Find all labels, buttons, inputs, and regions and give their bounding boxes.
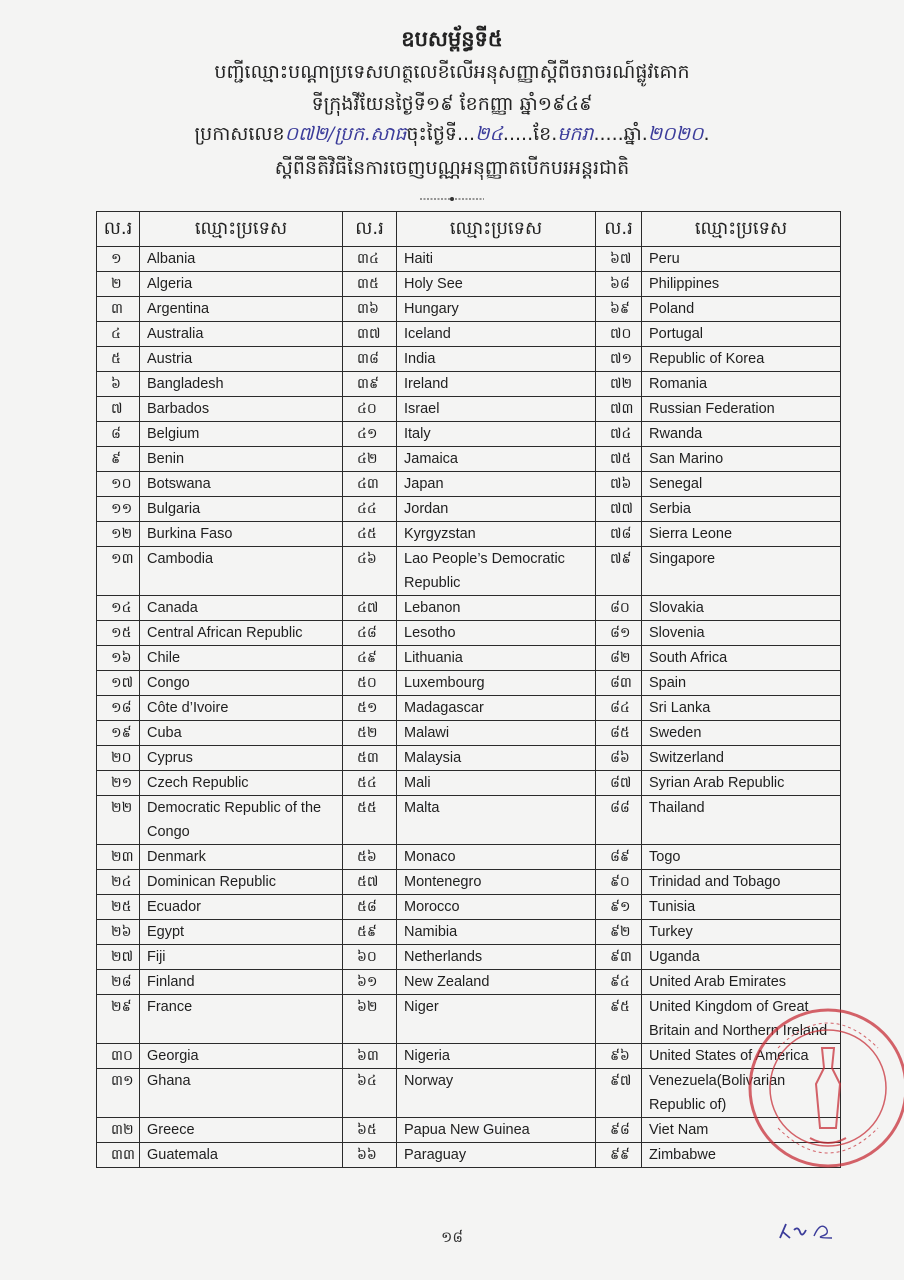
- row-number-cell: ៥១: [343, 696, 397, 721]
- country-name-cell: Bangladesh: [140, 372, 343, 397]
- country-name-cell: United Kingdom of Great Britain and Northern Ireland: [642, 995, 841, 1044]
- row-number-cell: ៧៦: [596, 472, 642, 497]
- row-number-cell: ៦៣: [343, 1044, 397, 1069]
- country-name-cell: Spain: [642, 671, 841, 696]
- table-row: [97, 1069, 841, 1118]
- country-name-cell: Netherlands: [397, 945, 596, 970]
- row-number-cell: ៧: [97, 397, 140, 422]
- row-number-cell: ៣២: [97, 1118, 140, 1143]
- table-row: [97, 796, 841, 845]
- country-name-cell: Malawi: [397, 721, 596, 746]
- country-name-cell: Malaysia: [397, 746, 596, 771]
- prakas-subject: ស្តីពីនីតិវិធីនៃការចេញបណ្ណអនុញ្ញាតបើកបរអន្តរជាតិ: [274, 157, 630, 179]
- row-number-cell: ៩៩: [596, 1143, 642, 1168]
- country-name-cell: Mali: [397, 771, 596, 796]
- row-number-cell: ៩៧: [596, 1069, 642, 1118]
- country-name-cell: Tunisia: [642, 895, 841, 920]
- country-name-cell: Greece: [140, 1118, 343, 1143]
- row-number-cell: ៤: [97, 322, 140, 347]
- table-row: [97, 646, 841, 671]
- country-name-cell: Turkey: [642, 920, 841, 945]
- country-name-cell: Dominican Republic: [140, 870, 343, 895]
- row-number-cell: ២: [97, 272, 140, 297]
- list-title: បញ្ជីឈ្មោះបណ្តាប្រទេសហត្ថលេខីលើអនុសញ្ញាស្តីពីចរាចរណ៍ផ្លូវគោក: [214, 61, 690, 83]
- row-number-cell: ៣៧: [343, 322, 397, 347]
- row-number-cell: ៨៥: [596, 721, 642, 746]
- table-row: [97, 970, 841, 995]
- country-name-cell: Romania: [642, 372, 841, 397]
- country-name-cell: Russian Federation: [642, 397, 841, 422]
- country-name-cell: Jamaica: [397, 447, 596, 472]
- country-name-cell: Finland: [140, 970, 343, 995]
- country-name-cell: Thailand: [642, 796, 841, 845]
- country-name-cell: Bulgaria: [140, 497, 343, 522]
- country-name-cell: Chile: [140, 646, 343, 671]
- prakas-label: ប្រកាសលេខ: [194, 123, 285, 145]
- country-name-cell: Slovakia: [642, 596, 841, 621]
- row-number-cell: ៦៨: [596, 272, 642, 297]
- country-name-cell: South Africa: [642, 646, 841, 671]
- column-header-country: ឈ្មោះប្រទេស: [642, 212, 841, 247]
- row-number-cell: ២០: [97, 746, 140, 771]
- row-number-cell: ៨៦: [596, 746, 642, 771]
- row-number-cell: ៦៤: [343, 1069, 397, 1118]
- table-row: [97, 447, 841, 472]
- row-number-cell: ៤៦: [343, 547, 397, 596]
- row-number-cell: ៧៩: [596, 547, 642, 596]
- row-number-cell: ៩៨: [596, 1118, 642, 1143]
- country-name-cell: Poland: [642, 297, 841, 322]
- country-name-cell: Argentina: [140, 297, 343, 322]
- country-name-cell: Kyrgyzstan: [397, 522, 596, 547]
- row-number-cell: ៨៩: [596, 845, 642, 870]
- country-name-cell: Algeria: [140, 272, 343, 297]
- row-number-cell: ៨៤: [596, 696, 642, 721]
- row-number-cell: ១៤: [97, 596, 140, 621]
- row-number-cell: ៨១: [596, 621, 642, 646]
- row-number-cell: ១៦: [97, 646, 140, 671]
- row-number-cell: ៧០: [596, 322, 642, 347]
- country-name-cell: Denmark: [140, 845, 343, 870]
- country-name-cell: Zimbabwe: [642, 1143, 841, 1168]
- table-header-row: [97, 212, 841, 247]
- row-number-cell: ៥៧: [343, 870, 397, 895]
- table-row: [97, 721, 841, 746]
- table-row: [97, 272, 841, 297]
- country-name-cell: United Arab Emirates: [642, 970, 841, 995]
- country-name-cell: Canada: [140, 596, 343, 621]
- country-name-cell: Sweden: [642, 721, 841, 746]
- row-number-cell: ២៩: [97, 995, 140, 1044]
- table-row: [97, 696, 841, 721]
- country-name-cell: Sierra Leone: [642, 522, 841, 547]
- country-name-cell: France: [140, 995, 343, 1044]
- table-row: [97, 945, 841, 970]
- row-number-cell: ៤៥: [343, 522, 397, 547]
- country-name-cell: Lebanon: [397, 596, 596, 621]
- row-number-cell: ៩០: [596, 870, 642, 895]
- row-number-cell: ៧៣: [596, 397, 642, 422]
- column-header-country: ឈ្មោះប្រទេស: [140, 212, 343, 247]
- countries-table: [96, 211, 841, 1168]
- row-number-cell: ៩៦: [596, 1044, 642, 1069]
- country-name-cell: Senegal: [642, 472, 841, 497]
- country-name-cell: Republic of Korea: [642, 347, 841, 372]
- country-name-cell: Belgium: [140, 422, 343, 447]
- country-name-cell: Haiti: [397, 247, 596, 272]
- row-number-cell: ៣៥: [343, 272, 397, 297]
- country-name-cell: Morocco: [397, 895, 596, 920]
- row-number-cell: ៨២: [596, 646, 642, 671]
- table-row: [97, 1044, 841, 1069]
- country-name-cell: India: [397, 347, 596, 372]
- row-number-cell: ២៨: [97, 970, 140, 995]
- country-name-cell: Syrian Arab Republic: [642, 771, 841, 796]
- row-number-cell: ៥៨: [343, 895, 397, 920]
- country-name-cell: Madagascar: [397, 696, 596, 721]
- row-number-cell: ២៥: [97, 895, 140, 920]
- country-name-cell: Cyprus: [140, 746, 343, 771]
- row-number-cell: ២៧: [97, 945, 140, 970]
- column-header-no: ល.រ: [596, 212, 642, 247]
- row-number-cell: ៧១: [596, 347, 642, 372]
- country-name-cell: New Zealand: [397, 970, 596, 995]
- convention-date: ទីក្រុងវីយែនថ្ងៃទី១៩ ខែកញ្ញា ឆ្នាំ១៩៤៩: [311, 93, 593, 115]
- row-number-cell: ៨៣: [596, 671, 642, 696]
- table-row: [97, 995, 841, 1044]
- table-row: [97, 621, 841, 646]
- table-row: [97, 547, 841, 596]
- country-name-cell: United States of America: [642, 1044, 841, 1069]
- row-number-cell: ៨: [97, 422, 140, 447]
- row-number-cell: ៦៦: [343, 1143, 397, 1168]
- country-name-cell: Czech Republic: [140, 771, 343, 796]
- column-header-no: ល.រ: [343, 212, 397, 247]
- row-number-cell: ២៣: [97, 845, 140, 870]
- table-row: [97, 1143, 841, 1168]
- country-name-cell: Namibia: [397, 920, 596, 945]
- row-number-cell: ៥: [97, 347, 140, 372]
- country-name-cell: Peru: [642, 247, 841, 272]
- country-name-cell: Australia: [140, 322, 343, 347]
- row-number-cell: ៩២: [596, 920, 642, 945]
- row-number-cell: ៣៦: [343, 297, 397, 322]
- row-number-cell: ៣៨: [343, 347, 397, 372]
- country-name-cell: Italy: [397, 422, 596, 447]
- table-row: [97, 746, 841, 771]
- month-label: ខែ: [533, 123, 552, 145]
- table-row: [97, 397, 841, 422]
- table-row: [97, 870, 841, 895]
- table-row: [97, 247, 841, 272]
- country-name-cell: Ecuador: [140, 895, 343, 920]
- row-number-cell: ៥៣: [343, 746, 397, 771]
- row-number-cell: ៣០: [97, 1044, 140, 1069]
- row-number-cell: ៤៨: [343, 621, 397, 646]
- column-header-country: ឈ្មោះប្រទេស: [397, 212, 596, 247]
- country-name-cell: Philippines: [642, 272, 841, 297]
- country-name-cell: Togo: [642, 845, 841, 870]
- row-number-cell: ៨៨: [596, 796, 642, 845]
- country-name-cell: Austria: [140, 347, 343, 372]
- table-row: [97, 422, 841, 447]
- row-number-cell: ៩៤: [596, 970, 642, 995]
- row-number-cell: ១៣: [97, 547, 140, 596]
- country-name-cell: Monaco: [397, 845, 596, 870]
- row-number-cell: ១៩: [97, 721, 140, 746]
- country-name-cell: Jordan: [397, 497, 596, 522]
- table-row: [97, 1118, 841, 1143]
- prakas-year: ២០២០: [647, 123, 704, 145]
- row-number-cell: ៩: [97, 447, 140, 472]
- country-name-cell: Holy See: [397, 272, 596, 297]
- country-name-cell: Ireland: [397, 372, 596, 397]
- country-name-cell: Fiji: [140, 945, 343, 970]
- row-number-cell: ៧២: [596, 372, 642, 397]
- row-number-cell: ១: [97, 247, 140, 272]
- country-name-cell: Cambodia: [140, 547, 343, 596]
- row-number-cell: ១១: [97, 497, 140, 522]
- country-name-cell: Viet Nam: [642, 1118, 841, 1143]
- country-name-cell: Venezuela(Bolivarian Republic of): [642, 1069, 841, 1118]
- country-name-cell: Sri Lanka: [642, 696, 841, 721]
- day-label: ចុះថ្ងៃទី: [406, 123, 457, 145]
- table-row: [97, 297, 841, 322]
- prakas-number: ០៧២/ប្រក.សាធ: [284, 123, 407, 145]
- country-name-cell: Singapore: [642, 547, 841, 596]
- country-name-cell: San Marino: [642, 447, 841, 472]
- country-name-cell: Uganda: [642, 945, 841, 970]
- country-name-cell: Albania: [140, 247, 343, 272]
- table-row: [97, 771, 841, 796]
- row-number-cell: ៤១: [343, 422, 397, 447]
- row-number-cell: ១៨: [97, 696, 140, 721]
- row-number-cell: ៥៦: [343, 845, 397, 870]
- country-name-cell: Botswana: [140, 472, 343, 497]
- row-number-cell: ៤៤: [343, 497, 397, 522]
- row-number-cell: ២៦: [97, 920, 140, 945]
- table-row: [97, 920, 841, 945]
- country-name-cell: Benin: [140, 447, 343, 472]
- row-number-cell: ៧៧: [596, 497, 642, 522]
- row-number-cell: ៣៤: [343, 247, 397, 272]
- row-number-cell: ៧៤: [596, 422, 642, 447]
- country-name-cell: Burkina Faso: [140, 522, 343, 547]
- country-name-cell: Barbados: [140, 397, 343, 422]
- table-row: [97, 845, 841, 870]
- page-number: ១៨: [441, 1228, 463, 1246]
- column-header-no: ល.រ: [97, 212, 140, 247]
- row-number-cell: ១៥: [97, 621, 140, 646]
- country-name-cell: Luxembourg: [397, 671, 596, 696]
- row-number-cell: ៤០: [343, 397, 397, 422]
- country-name-cell: Serbia: [642, 497, 841, 522]
- row-number-cell: ៥៤: [343, 771, 397, 796]
- prakas-month: មករា: [557, 123, 594, 145]
- handwritten-initials: [776, 1216, 836, 1246]
- table-body: [97, 247, 841, 1168]
- row-number-cell: ៤២: [343, 447, 397, 472]
- country-name-cell: Egypt: [140, 920, 343, 945]
- row-number-cell: ៣: [97, 297, 140, 322]
- row-number-cell: ៣១: [97, 1069, 140, 1118]
- country-name-cell: Israel: [397, 397, 596, 422]
- row-number-cell: ៦៥: [343, 1118, 397, 1143]
- row-number-cell: ៦១: [343, 970, 397, 995]
- row-number-cell: ៥៥: [343, 796, 397, 845]
- row-number-cell: ៤៩: [343, 646, 397, 671]
- country-name-cell: Congo: [140, 671, 343, 696]
- divider-ornament: [420, 195, 484, 203]
- country-name-cell: Slovenia: [642, 621, 841, 646]
- country-name-cell: Montenegro: [397, 870, 596, 895]
- row-number-cell: ១៧: [97, 671, 140, 696]
- row-number-cell: ៨៧: [596, 771, 642, 796]
- country-name-cell: Papua New Guinea: [397, 1118, 596, 1143]
- country-name-cell: Democratic Republic of the Congo: [140, 796, 343, 845]
- country-name-cell: Japan: [397, 472, 596, 497]
- country-name-cell: Niger: [397, 995, 596, 1044]
- row-number-cell: ៣៩: [343, 372, 397, 397]
- table-row: [97, 522, 841, 547]
- prakas-day: ២៤: [475, 123, 503, 145]
- country-name-cell: Côte d’Ivoire: [140, 696, 343, 721]
- country-name-cell: Guatemala: [140, 1143, 343, 1168]
- country-name-cell: Portugal: [642, 322, 841, 347]
- country-name-cell: Switzerland: [642, 746, 841, 771]
- row-number-cell: ៥២: [343, 721, 397, 746]
- row-number-cell: ២១: [97, 771, 140, 796]
- row-number-cell: ៥៩: [343, 920, 397, 945]
- row-number-cell: ៤៧: [343, 596, 397, 621]
- row-number-cell: ៧៨: [596, 522, 642, 547]
- country-name-cell: Cuba: [140, 721, 343, 746]
- row-number-cell: ៦០: [343, 945, 397, 970]
- year-label: ឆ្នាំ: [623, 123, 642, 145]
- row-number-cell: ២៤: [97, 870, 140, 895]
- country-name-cell: Paraguay: [397, 1143, 596, 1168]
- table-row: [97, 322, 841, 347]
- row-number-cell: ៧៥: [596, 447, 642, 472]
- country-name-cell: Central African Republic: [140, 621, 343, 646]
- row-number-cell: ៤៣: [343, 472, 397, 497]
- country-name-cell: Trinidad and Tobago: [642, 870, 841, 895]
- row-number-cell: ៥០: [343, 671, 397, 696]
- row-number-cell: ១០: [97, 472, 140, 497]
- row-number-cell: ២២: [97, 796, 140, 845]
- row-number-cell: ៦៩: [596, 297, 642, 322]
- row-number-cell: ៩៥: [596, 995, 642, 1044]
- country-name-cell: Georgia: [140, 1044, 343, 1069]
- country-name-cell: Lesotho: [397, 621, 596, 646]
- row-number-cell: ៩៣: [596, 945, 642, 970]
- table-row: [97, 472, 841, 497]
- row-number-cell: ៦: [97, 372, 140, 397]
- row-number-cell: ៣៣: [97, 1143, 140, 1168]
- annex-title: ឧបសម្ព័ន្ធទី៥: [401, 27, 503, 51]
- country-name-cell: Lao People’s Democratic Republic: [397, 547, 596, 596]
- country-name-cell: Malta: [397, 796, 596, 845]
- row-number-cell: ៩១: [596, 895, 642, 920]
- row-number-cell: ៦៧: [596, 247, 642, 272]
- row-number-cell: ៨០: [596, 596, 642, 621]
- row-number-cell: ៦២: [343, 995, 397, 1044]
- table-row: [97, 497, 841, 522]
- country-name-cell: Hungary: [397, 297, 596, 322]
- table-row: [97, 671, 841, 696]
- table-row: [97, 895, 841, 920]
- country-name-cell: Rwanda: [642, 422, 841, 447]
- table-row: [97, 372, 841, 397]
- country-name-cell: Iceland: [397, 322, 596, 347]
- table-row: [97, 347, 841, 372]
- row-number-cell: ១២: [97, 522, 140, 547]
- table-row: [97, 596, 841, 621]
- country-name-cell: Ghana: [140, 1069, 343, 1118]
- country-name-cell: Lithuania: [397, 646, 596, 671]
- country-name-cell: Nigeria: [397, 1044, 596, 1069]
- country-name-cell: Norway: [397, 1069, 596, 1118]
- prakas-reference: ប្រកាសលេខ០៧២/ប្រក.សាធចុះថ្ងៃទី...២៤.....ខែ.មករា.....ឆ្នាំ.២០២០.: [194, 123, 710, 145]
